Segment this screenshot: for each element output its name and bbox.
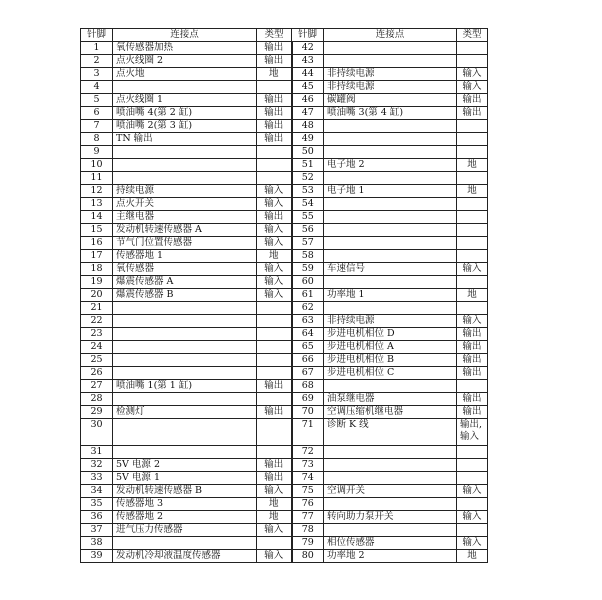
header-type: 类型: [257, 29, 292, 42]
type-cell: 输出: [457, 393, 488, 406]
connection-cell: [324, 42, 457, 55]
connection-cell: [324, 380, 457, 393]
type-cell: 输入: [257, 237, 292, 250]
pin-number-cell: 48: [292, 120, 324, 133]
table-row: [81, 198, 488, 211]
connection-cell: 发动机转速传感器 A: [113, 224, 257, 237]
connection-cell: [113, 419, 257, 446]
connection-cell: 功率地 2: [324, 550, 457, 563]
table-row: [81, 498, 488, 511]
header-pin-right: 针脚: [292, 29, 324, 42]
type-cell: 输入: [457, 485, 488, 498]
header-connection-right: 连接点: [324, 29, 457, 42]
type-cell: 输出: [457, 406, 488, 419]
pin-number-cell: 67: [292, 367, 324, 380]
type-cell: [457, 498, 488, 511]
table-row: [81, 211, 488, 224]
connection-cell: 转向助力泵开关: [324, 511, 457, 524]
connection-cell: [113, 172, 257, 185]
pin-number-cell: 27: [81, 380, 113, 393]
type-cell: 输入: [457, 537, 488, 550]
type-cell: 输出: [457, 107, 488, 120]
pin-number-cell: 79: [292, 537, 324, 550]
connection-cell: [324, 472, 457, 485]
type-cell: 输入: [457, 315, 488, 328]
pin-number-cell: 12: [81, 185, 113, 198]
type-cell: [457, 55, 488, 68]
table-row: [81, 367, 488, 380]
connection-cell: 5V 电源 1: [113, 472, 257, 485]
table-row: [81, 250, 488, 263]
table-row: [81, 55, 488, 68]
table-row: [81, 472, 488, 485]
pin-number-cell: 31: [81, 446, 113, 459]
pin-number-cell: 4: [81, 81, 113, 94]
pin-number-cell: 39: [81, 550, 113, 563]
type-cell: [257, 446, 292, 459]
connection-cell: 氧传感器: [113, 263, 257, 276]
pin-number-cell: 71: [292, 419, 324, 446]
type-cell: 地: [457, 550, 488, 563]
connection-cell: 喷油嘴 3(第 4 缸): [324, 107, 457, 120]
type-cell: 输入: [257, 198, 292, 211]
type-cell: 输出: [257, 42, 292, 55]
connection-cell: 爆震传感器 A: [113, 276, 257, 289]
table-row: [81, 68, 488, 81]
type-cell: [457, 120, 488, 133]
pin-number-cell: 70: [292, 406, 324, 419]
connection-cell: [113, 446, 257, 459]
connection-cell: [324, 459, 457, 472]
connection-cell: 点火线圈 2: [113, 55, 257, 68]
connection-cell: [113, 146, 257, 159]
pin-number-cell: 64: [292, 328, 324, 341]
connection-cell: [113, 393, 257, 406]
type-cell: 输出: [457, 94, 488, 107]
connection-cell: [324, 498, 457, 511]
connection-cell: 非持续电源: [324, 81, 457, 94]
pin-number-cell: 19: [81, 276, 113, 289]
connection-cell: 电子地 2: [324, 159, 457, 172]
table-row: [81, 446, 488, 459]
type-cell: [457, 446, 488, 459]
table-row: [81, 107, 488, 120]
pin-number-cell: 51: [292, 159, 324, 172]
table-row: [81, 172, 488, 185]
table-row: [81, 94, 488, 107]
pin-number-cell: 65: [292, 341, 324, 354]
pin-number-cell: 7: [81, 120, 113, 133]
connection-cell: [324, 224, 457, 237]
type-cell: [257, 354, 292, 367]
table-row: [81, 120, 488, 133]
table-row: [81, 224, 488, 237]
type-cell: [257, 367, 292, 380]
pin-number-cell: 44: [292, 68, 324, 81]
table-row: [81, 550, 488, 563]
table-row: [81, 341, 488, 354]
header-type-right: 类型: [457, 29, 488, 42]
connection-cell: 功率地 1: [324, 289, 457, 302]
type-cell: 输出: [257, 107, 292, 120]
type-cell: [457, 380, 488, 393]
type-cell: [457, 472, 488, 485]
table-row: [81, 237, 488, 250]
table-row: [81, 459, 488, 472]
connection-cell: 发动机冷却液温度传感器: [113, 550, 257, 563]
type-cell: [457, 42, 488, 55]
type-cell: 输入: [257, 524, 292, 537]
pin-number-cell: 73: [292, 459, 324, 472]
type-cell: [257, 537, 292, 550]
pin-number-cell: 78: [292, 524, 324, 537]
type-cell: [257, 159, 292, 172]
table-row: [81, 485, 488, 498]
type-cell: 输出: [257, 133, 292, 146]
table-row: [81, 42, 488, 55]
connection-cell: 氧传感器加热: [113, 42, 257, 55]
type-cell: 地: [257, 68, 292, 81]
connection-cell: [324, 198, 457, 211]
pin-number-cell: 74: [292, 472, 324, 485]
pin-number-cell: 55: [292, 211, 324, 224]
header-pin: 针脚: [81, 29, 113, 42]
connection-cell: 传感器地 3: [113, 498, 257, 511]
pin-number-cell: 2: [81, 55, 113, 68]
pin-number-cell: 32: [81, 459, 113, 472]
type-cell: [257, 81, 292, 94]
pin-number-cell: 8: [81, 133, 113, 146]
pin-number-cell: 22: [81, 315, 113, 328]
connection-cell: [324, 120, 457, 133]
table-row: [81, 289, 488, 302]
connection-cell: 碳罐阀: [324, 94, 457, 107]
type-cell: [457, 198, 488, 211]
connection-cell: [113, 354, 257, 367]
type-cell: [457, 459, 488, 472]
pin-number-cell: 66: [292, 354, 324, 367]
connection-cell: TN 输出: [113, 133, 257, 146]
connection-cell: 油泵继电器: [324, 393, 457, 406]
type-cell: 地: [257, 511, 292, 524]
pin-number-cell: 36: [81, 511, 113, 524]
pin-number-cell: 11: [81, 172, 113, 185]
type-cell: [457, 172, 488, 185]
pin-number-cell: 47: [292, 107, 324, 120]
table-row: [81, 185, 488, 198]
connection-cell: 进气压力传感器: [113, 524, 257, 537]
pin-number-cell: 69: [292, 393, 324, 406]
pin-number-cell: 50: [292, 146, 324, 159]
type-cell: 输入: [457, 511, 488, 524]
connection-cell: [113, 315, 257, 328]
pin-number-cell: 5: [81, 94, 113, 107]
connection-cell: 点火线圈 1: [113, 94, 257, 107]
type-cell: 地: [457, 185, 488, 198]
connection-cell: 5V 电源 2: [113, 459, 257, 472]
connection-cell: [324, 446, 457, 459]
pin-number-cell: 9: [81, 146, 113, 159]
pin-number-cell: 68: [292, 380, 324, 393]
type-cell: 地: [457, 159, 488, 172]
pin-number-cell: 13: [81, 198, 113, 211]
connection-cell: 步进电机相位 C: [324, 367, 457, 380]
pin-number-cell: 20: [81, 289, 113, 302]
pin-number-cell: 46: [292, 94, 324, 107]
type-cell: [457, 146, 488, 159]
type-cell: 输出: [257, 211, 292, 224]
connection-cell: [324, 250, 457, 263]
type-cell: 输入: [257, 289, 292, 302]
table-row: [81, 146, 488, 159]
type-cell: [457, 302, 488, 315]
pin-number-cell: 54: [292, 198, 324, 211]
connection-cell: 空调开关: [324, 485, 457, 498]
pin-number-cell: 14: [81, 211, 113, 224]
pin-number-cell: 33: [81, 472, 113, 485]
table-row: [81, 393, 488, 406]
connection-cell: 发动机转速传感器 B: [113, 485, 257, 498]
type-cell: [257, 341, 292, 354]
type-cell: [257, 302, 292, 315]
pin-number-cell: 24: [81, 341, 113, 354]
connection-cell: [324, 302, 457, 315]
table-row: [81, 511, 488, 524]
table-row: [81, 159, 488, 172]
table-row: [81, 354, 488, 367]
type-cell: [257, 172, 292, 185]
pin-number-cell: 6: [81, 107, 113, 120]
pin-number-cell: 80: [292, 550, 324, 563]
connection-cell: 步进电机相位 A: [324, 341, 457, 354]
pin-number-cell: 45: [292, 81, 324, 94]
type-cell: [257, 419, 292, 446]
connection-cell: [324, 237, 457, 250]
type-cell: [257, 393, 292, 406]
pin-number-cell: 15: [81, 224, 113, 237]
pin-number-cell: 37: [81, 524, 113, 537]
connection-cell: [324, 524, 457, 537]
type-cell: 输出: [257, 459, 292, 472]
connection-cell: 喷油嘴 4(第 2 缸): [113, 107, 257, 120]
connection-cell: 电子地 1: [324, 185, 457, 198]
connection-cell: [113, 81, 257, 94]
type-cell: 输入: [257, 550, 292, 563]
connection-cell: 传感器地 1: [113, 250, 257, 263]
type-cell: 输入: [257, 263, 292, 276]
pin-number-cell: 30: [81, 419, 113, 446]
connection-cell: [113, 367, 257, 380]
type-cell: 输出,输入: [457, 419, 488, 446]
type-cell: 输出: [257, 380, 292, 393]
connection-cell: 步进电机相位 D: [324, 328, 457, 341]
type-cell: [457, 524, 488, 537]
pin-number-cell: 60: [292, 276, 324, 289]
pin-number-cell: 75: [292, 485, 324, 498]
table-row: [81, 419, 488, 446]
pin-number-cell: 26: [81, 367, 113, 380]
type-cell: 输出: [457, 354, 488, 367]
pin-number-cell: 57: [292, 237, 324, 250]
type-cell: 输出: [457, 328, 488, 341]
connection-cell: [324, 276, 457, 289]
connection-cell: [113, 341, 257, 354]
type-cell: 地: [257, 250, 292, 263]
pin-number-cell: 61: [292, 289, 324, 302]
pin-number-cell: 17: [81, 250, 113, 263]
type-cell: 输出: [257, 120, 292, 133]
connection-cell: 节气门位置传感器: [113, 237, 257, 250]
type-cell: 输入: [457, 263, 488, 276]
pin-number-cell: 28: [81, 393, 113, 406]
pin-number-cell: 29: [81, 406, 113, 419]
table-header-row: [81, 29, 488, 42]
type-cell: 输出: [257, 94, 292, 107]
connection-cell: 爆震传感器 B: [113, 289, 257, 302]
connection-cell: [113, 302, 257, 315]
type-cell: [257, 328, 292, 341]
type-cell: 输入: [257, 485, 292, 498]
pin-number-cell: 3: [81, 68, 113, 81]
table-row: [81, 263, 488, 276]
connection-cell: 喷油嘴 2(第 3 缸): [113, 120, 257, 133]
table-row: [81, 537, 488, 550]
connection-cell: [113, 328, 257, 341]
type-cell: 地: [257, 498, 292, 511]
connection-cell: 主继电器: [113, 211, 257, 224]
connection-cell: [113, 537, 257, 550]
table-row: [81, 524, 488, 537]
type-cell: [457, 276, 488, 289]
pin-number-cell: 1: [81, 42, 113, 55]
pin-number-cell: 18: [81, 263, 113, 276]
pin-number-cell: 72: [292, 446, 324, 459]
type-cell: 输出: [257, 472, 292, 485]
table-row: [81, 81, 488, 94]
connection-cell: 诊断 K 线: [324, 419, 457, 446]
table-row: [81, 380, 488, 393]
type-cell: 输入: [457, 68, 488, 81]
connection-cell: 持续电源: [113, 185, 257, 198]
connection-cell: 检测灯: [113, 406, 257, 419]
pin-number-cell: 38: [81, 537, 113, 550]
pin-number-cell: 34: [81, 485, 113, 498]
pin-number-cell: 43: [292, 55, 324, 68]
type-cell: 输出: [457, 341, 488, 354]
connection-cell: [324, 146, 457, 159]
pin-number-cell: 53: [292, 185, 324, 198]
table-row: [81, 406, 488, 419]
connection-cell: 点火地: [113, 68, 257, 81]
pin-number-cell: 42: [292, 42, 324, 55]
type-cell: 输出: [257, 55, 292, 68]
pin-number-cell: 23: [81, 328, 113, 341]
pin-number-cell: 76: [292, 498, 324, 511]
pin-number-cell: 52: [292, 172, 324, 185]
connection-cell: 步进电机相位 B: [324, 354, 457, 367]
connection-cell: [324, 172, 457, 185]
connection-cell: [324, 133, 457, 146]
pin-assignment-table: [80, 28, 488, 563]
table-row: [81, 302, 488, 315]
type-cell: [457, 237, 488, 250]
type-cell: [457, 250, 488, 263]
pin-number-cell: 10: [81, 159, 113, 172]
connection-cell: 非持续电源: [324, 315, 457, 328]
connection-cell: 相位传感器: [324, 537, 457, 550]
connection-cell: 非持续电源: [324, 68, 457, 81]
table-row: [81, 315, 488, 328]
pin-number-cell: 63: [292, 315, 324, 328]
type-cell: 输出: [457, 367, 488, 380]
table-body: [81, 42, 488, 563]
connection-cell: 喷油嘴 1(第 1 缸): [113, 380, 257, 393]
type-cell: 输入: [257, 185, 292, 198]
connection-cell: 车速信号: [324, 263, 457, 276]
pin-number-cell: 58: [292, 250, 324, 263]
pin-number-cell: 25: [81, 354, 113, 367]
type-cell: 输入: [457, 81, 488, 94]
type-cell: 输出: [257, 406, 292, 419]
pin-number-cell: 56: [292, 224, 324, 237]
connection-cell: [324, 55, 457, 68]
connection-cell: 点火开关: [113, 198, 257, 211]
table-row: [81, 276, 488, 289]
type-cell: 输入: [257, 224, 292, 237]
type-cell: [257, 315, 292, 328]
connection-cell: [113, 159, 257, 172]
type-cell: [457, 224, 488, 237]
type-cell: [257, 146, 292, 159]
table-row: [81, 133, 488, 146]
connection-cell: 空调压缩机继电器: [324, 406, 457, 419]
pin-number-cell: 21: [81, 302, 113, 315]
connection-cell: [324, 211, 457, 224]
type-cell: [457, 211, 488, 224]
type-cell: 输入: [257, 276, 292, 289]
pin-number-cell: 49: [292, 133, 324, 146]
type-cell: 地: [457, 289, 488, 302]
table-row: [81, 328, 488, 341]
pin-number-cell: 35: [81, 498, 113, 511]
header-connection: 连接点: [113, 29, 257, 42]
pin-number-cell: 16: [81, 237, 113, 250]
type-cell: [457, 133, 488, 146]
pin-number-cell: 59: [292, 263, 324, 276]
pin-number-cell: 77: [292, 511, 324, 524]
pin-number-cell: 62: [292, 302, 324, 315]
connection-cell: 传感器地 2: [113, 511, 257, 524]
